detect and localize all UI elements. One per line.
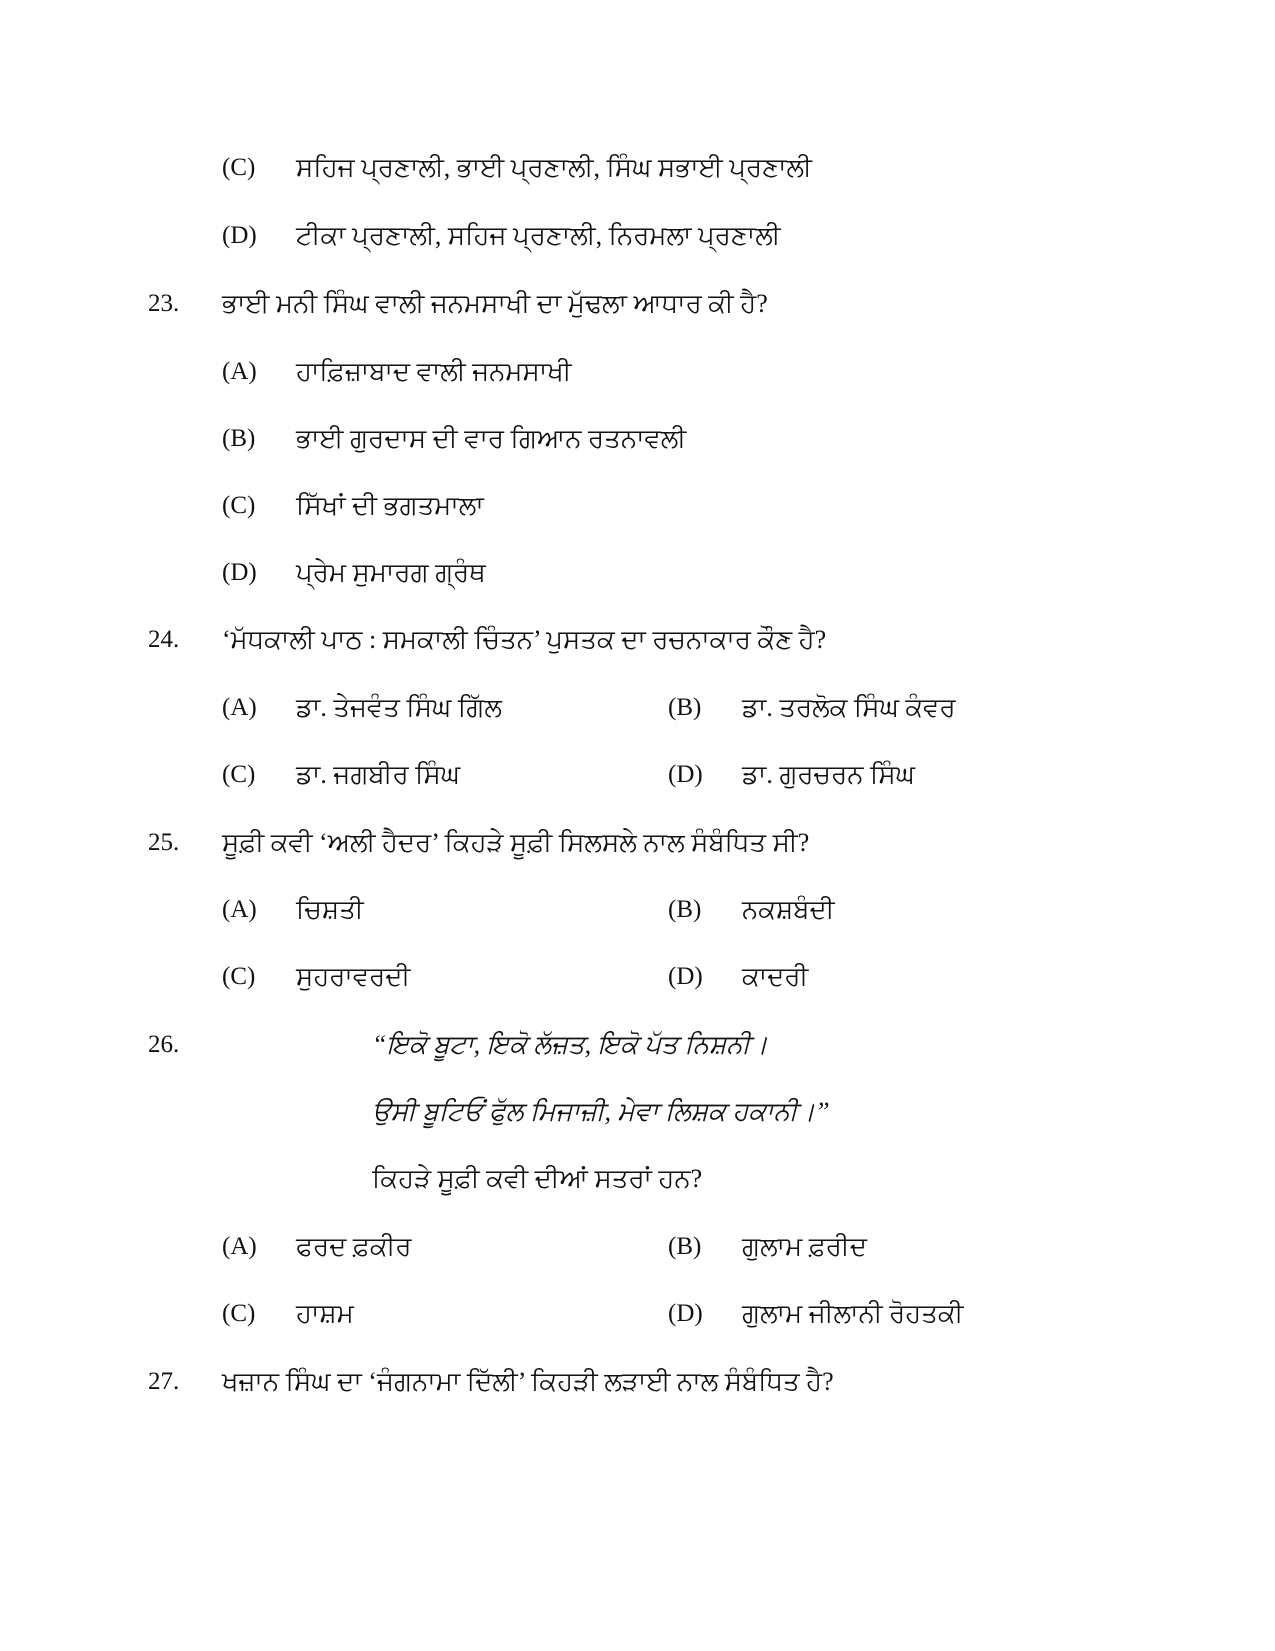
option-text: ਗੁਲਾਮ ਫ਼ਰੀਦ — [742, 1232, 867, 1261]
option-label: (C) — [222, 963, 256, 990]
option-label: (C) — [222, 1300, 256, 1327]
question-text: ‘ਮੱਧਕਾਲੀ ਪਾਠ : ਸਮਕਾਲੀ ਚਿੰਤਨ’ ਪੁਸਤਕ ਦਾ ਰਚਨਾਕਾਰ ਕੌਣ ਹੈ? — [222, 625, 827, 654]
question-number: 25. — [148, 829, 180, 856]
option-text: ਡਾ. ਜਗਬੀਰ ਸਿੰਘ — [296, 760, 461, 789]
option-label: (C) — [222, 154, 256, 181]
option-text: ਹਾਫ਼ਿਜ਼ਾਬਾਦ ਵਾਲੀ ਜਨਮਸਾਖੀ — [296, 357, 572, 386]
option-label: (C) — [222, 492, 256, 519]
option-text: ਡਾ. ਤੇਜਵੰਤ ਸਿੰਘ ਗਿੱਲ — [296, 693, 502, 722]
question-text: ਭਾਈ ਮਨੀ ਸਿੰਘ ਵਾਲੀ ਜਨਮਸਾਖੀ ਦਾ ਮੁੱਢਲਾ ਆਧਾਰ ਕੀ ਹੈ? — [222, 289, 768, 318]
option-text: ਚਿਸ਼ਤੀ — [296, 895, 364, 924]
option-label: (D) — [222, 559, 257, 586]
option-label: (B) — [668, 1233, 702, 1260]
option-text: ਸਹਿਜ ਪ੍ਰਣਾਲੀ, ਭਾਈ ਪ੍ਰਣਾਲੀ, ਸਿੰਘ ਸਭਾਈ ਪ੍ਰਣਾਲੀ — [296, 153, 812, 182]
option-label: (B) — [222, 425, 256, 452]
option-label: (A) — [222, 358, 257, 385]
option-label: (A) — [222, 1233, 257, 1260]
option-label: (D) — [668, 761, 703, 788]
option-label: (D) — [668, 963, 703, 990]
option-text: ਨਕਸ਼ਬੰਦੀ — [742, 895, 835, 924]
option-label: (B) — [668, 896, 702, 923]
option-label: (A) — [222, 694, 257, 721]
option-text: ਟੀਕਾ ਪ੍ਰਣਾਲੀ, ਸਹਿਜ ਪ੍ਰਣਾਲੀ, ਨਿਰਮਲਾ ਪ੍ਰਣਾਲੀ — [296, 221, 781, 250]
question-number: 27. — [148, 1368, 180, 1395]
option-text: ਸੁਹਰਾਵਰਦੀ — [296, 962, 411, 991]
option-text: ਡਾ. ਤਰਲੋਕ ਸਿੰਘ ਕੰਵਰ — [742, 693, 956, 722]
poem-line-1: “ਇਕੋ ਬੂਟਾ, ਇਕੋ ਲੱਜ਼ਤ, ਇਕੋ ਪੱਤ ਨਿਸ਼ਨੀ। — [372, 1030, 768, 1059]
option-text: ਡਾ. ਗੁਰਚਰਨ ਸਿੰਘ — [742, 760, 915, 789]
option-label: (A) — [222, 896, 257, 923]
option-text: ਫਰਦ ਫ਼ਕੀਰ — [296, 1232, 412, 1261]
poem-line-2: ਉਸੀ ਬੂਟਿਓਂ ਫੁੱਲ ਮਿਜਾਜ਼ੀ, ਮੇਵਾ ਲਿਸ਼ਕ ਹਕਾਨੀ।” — [372, 1097, 830, 1126]
question-text: ਸੂਫ਼ੀ ਕਵੀ ‘ਅਲੀ ਹੈਦਰ’ ਕਿਹੜੇ ਸੂਫ਼ੀ ਸਿਲਸਲੇ ਨਾਲ ਸੰਬੰਧਿਤ ਸੀ? — [222, 828, 810, 857]
question-number: 24. — [148, 626, 180, 653]
question-number: 23. — [148, 290, 180, 317]
option-text: ਹਾਸ਼ਮ — [296, 1299, 354, 1328]
question-text: ਕਿਹੜੇ ਸੂਫ਼ੀ ਕਵੀ ਦੀਆਂ ਸਤਰਾਂ ਹਨ? — [372, 1164, 703, 1193]
question-text: ਖਜ਼ਾਨ ਸਿੰਘ ਦਾ ‘ਜੰਗਨਾਮਾ ਦਿੱਲੀ’ ਕਿਹੜੀ ਲੜਾਈ ਨਾਲ ਸੰਬੰਧਿਤ ਹੈ? — [222, 1367, 834, 1396]
option-text: ਭਾਈ ਗੁਰਦਾਸ ਦੀ ਵਾਰ ਗਿਆਨ ਰਤਨਾਵਲੀ — [296, 424, 687, 453]
option-text: ਕਾਦਰੀ — [742, 962, 809, 991]
option-label: (C) — [222, 761, 256, 788]
option-label: (B) — [668, 694, 702, 721]
option-text: ਸਿੱਖਾਂ ਦੀ ਭਗਤਮਾਲਾ — [296, 491, 484, 520]
option-text: ਪ੍ਰੇਮ ਸੁਮਾਰਗ ਗ੍ਰੰਥ — [296, 558, 486, 587]
option-label: (D) — [222, 222, 257, 249]
option-text: ਗੁਲਾਮ ਜੀਲਾਨੀ ਰੋਹਤਕੀ — [742, 1299, 964, 1328]
question-number: 26. — [148, 1031, 180, 1058]
option-label: (D) — [668, 1300, 703, 1327]
